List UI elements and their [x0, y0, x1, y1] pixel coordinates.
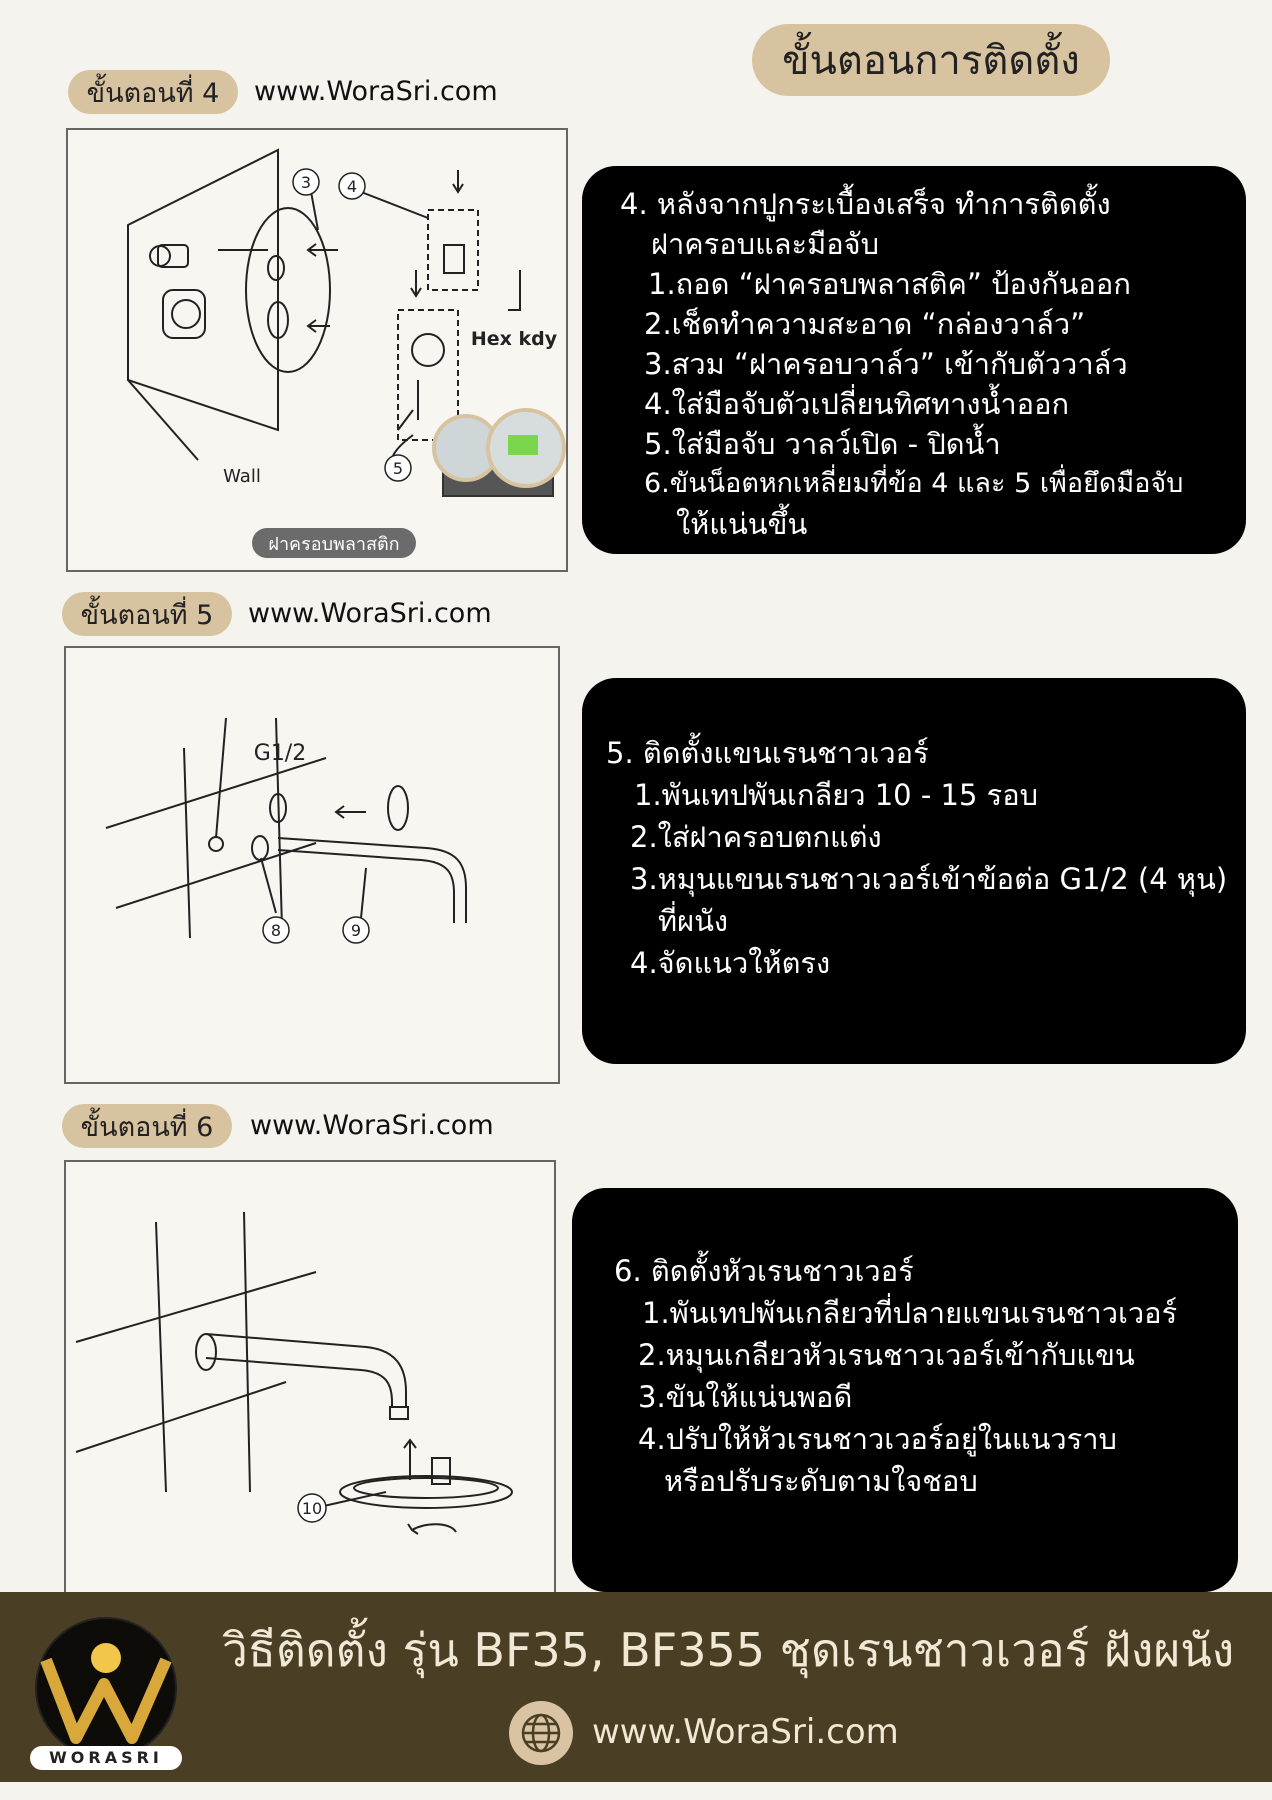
callout-4: 4: [346, 177, 358, 196]
step-6-illustration: [66, 1162, 554, 1598]
step-4-line: 4.ใส่มือจับตัวเปลี่ยนทิศทางน้ำออก: [644, 387, 1070, 421]
step-5-line: 2.ใส่ฝาครอบตกแต่ง: [630, 820, 882, 854]
step-4-line: 3.สวม “ฝาครอบวาล์ว” เข้ากับตัววาล์ว: [644, 347, 1128, 381]
step-6-line: 6. ติดตั้งหัวเรนชาวเวอร์: [614, 1254, 914, 1288]
footer-title: วิธีติดตั้ง รุ่น BF35, BF355 ชุดเรนชาวเวอร์ ฝังผนัง: [222, 1623, 1235, 1677]
step-6-line: 1.พันเทปพันเกลียวที่ปลายแขนเรนชาวเวอร์: [642, 1296, 1178, 1330]
step-4-line: ฝาครอบและมือจับ: [651, 227, 880, 261]
footer-bar: [0, 1592, 1272, 1782]
step-4-label: ขั้นตอนที่ 4: [68, 70, 238, 114]
step-4-illustration: [68, 130, 566, 570]
callout-9: 9: [350, 921, 362, 940]
step-5-label: ขั้นตอนที่ 5: [62, 592, 232, 636]
step-4-line: 6.ขันน็อตหกเหลี่ยมที่ข้อ 4 และ 5 เพื่อยึดมือจับ: [644, 468, 1184, 499]
step-5-card: [582, 678, 1246, 1064]
step-4-line: ให้แน่นขึ้น: [676, 507, 808, 541]
logo-wordmark: WORASRI: [30, 1746, 182, 1770]
callout-8: 8: [270, 921, 282, 940]
step-6-line: 2.หมุนเกลียวหัวเรนชาวเวอร์เข้ากับแขน: [638, 1338, 1135, 1372]
step-5-line: 1.พันเทปพันเกลียว 10 - 15 รอบ: [634, 778, 1039, 812]
step-4-line: 5.ใส่มือจับ วาลว์เปิด - ปิดน้ำ: [644, 427, 1001, 461]
plastic-cover-label: ฝาครอบพลาสติก: [268, 534, 400, 555]
step-6-site[interactable]: www.WoraSri.com: [250, 1110, 494, 1141]
footer-site-link[interactable]: www.WoraSri.com: [592, 1712, 899, 1752]
step-5-line: 5. ติดตั้งแขนเรนชาวเวอร์: [606, 736, 929, 770]
step-6-line: 3.ขันให้แน่นพอดี: [638, 1380, 853, 1414]
step-4-site[interactable]: www.WoraSri.com: [254, 76, 498, 107]
step-5-line: 4.จัดแนวให้ตรง: [630, 946, 831, 980]
wall-label: Wall: [223, 466, 261, 487]
page-title: ขั้นตอนการติดตั้ง: [752, 24, 1110, 96]
step-6-diagram: [64, 1160, 556, 1600]
hex-key-label: Hex kdy: [470, 328, 558, 350]
step-6-line: หรือปรับระดับตามใจชอบ: [664, 1464, 978, 1498]
step-5-illustration: [66, 648, 558, 1082]
step-6-card: [572, 1188, 1238, 1592]
g12-label: G1/2: [253, 741, 307, 766]
step-4-line: 1.ถอด “ฝาครอบพลาสติค” ป้องกันออก: [648, 267, 1131, 301]
step-6-line: 4.ปรับให้หัวเรนชาวเวอร์อยู่ในแนวราบ: [638, 1422, 1117, 1456]
step-6-label: ขั้นตอนที่ 6: [62, 1104, 232, 1148]
callout-3: 3: [300, 173, 312, 192]
step-4-line: 2.เช็ดทำความสะอาด “กล่องวาล์ว”: [644, 307, 1086, 341]
callout-10: 10: [301, 1499, 323, 1518]
step-4-line: 4. หลังจากปูกระเบื้องเสร็จ ทำการติดตั้ง: [620, 187, 1111, 221]
step-4-diagram: [66, 128, 568, 572]
step-5-line: ที่ผนัง: [658, 904, 729, 938]
globe-icon: [508, 1700, 574, 1766]
step-5-line: 3.หมุนแขนเรนชาวเวอร์เข้าข้อต่อ G1/2 (4 หุน): [630, 862, 1228, 896]
step-5-site[interactable]: www.WoraSri.com: [248, 598, 492, 629]
step-4-card: [582, 166, 1246, 554]
callout-5: 5: [392, 459, 404, 478]
step-5-diagram: [64, 646, 560, 1084]
